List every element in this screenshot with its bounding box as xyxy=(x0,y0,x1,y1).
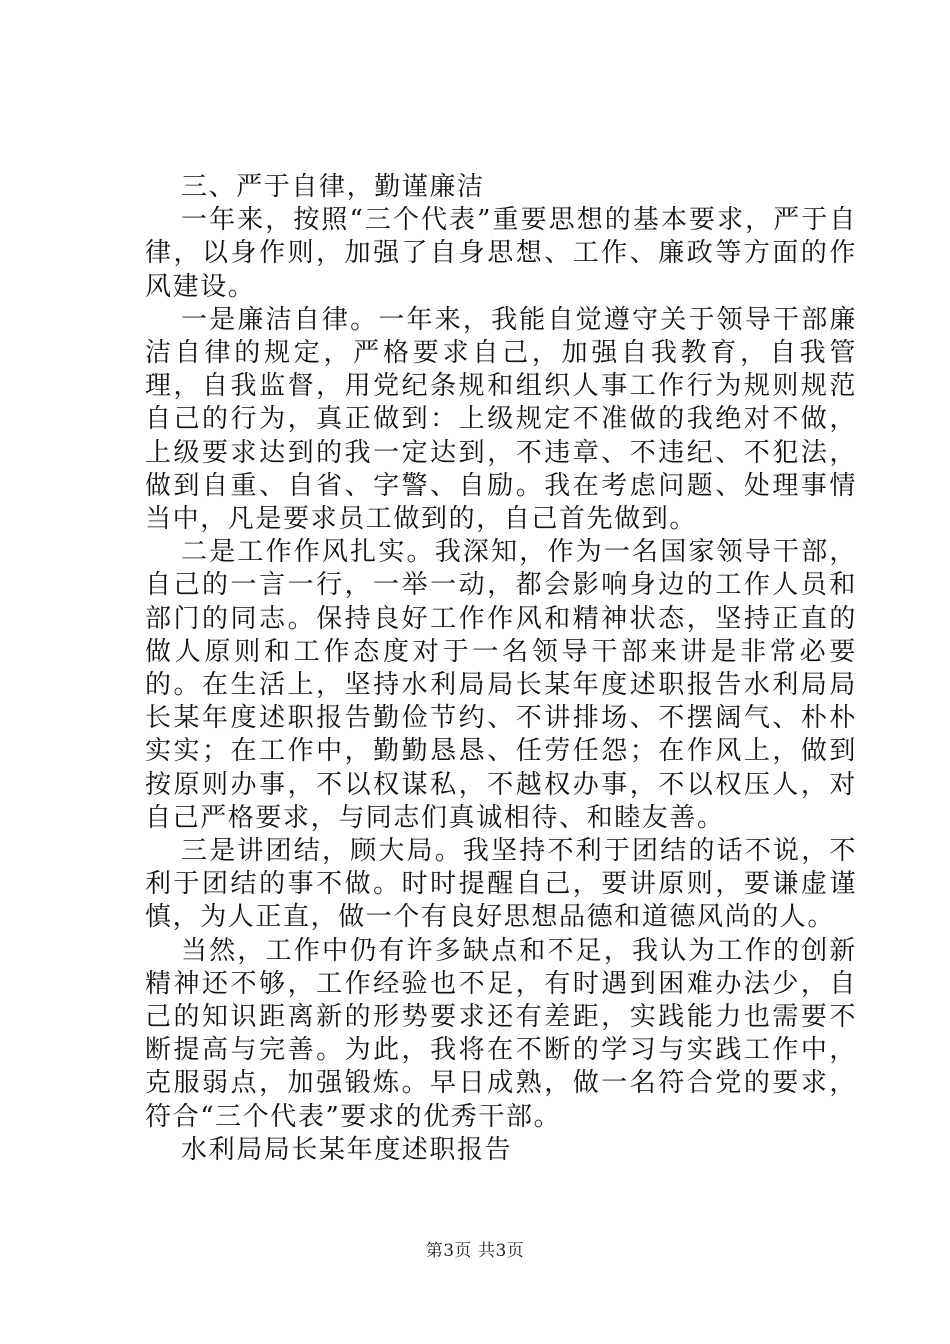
paragraph-integrity: 一是廉洁自律。一年来，我能自觉遵守关于领导干部廉洁自律的规定，严格要求自己，加强自我教育，自我管理，自我监督，用党纪条规和组织人事工作行为规则规范自己的行为，真正做到：上级规定不准做的我绝对不做，上级要求达到的我一定达到，不违章、不违纪、不犯法，做到自重、自省、字警、自励。我在考虑问题、处理事情当中，凡是要求员工做到的，自己首先做到。 xyxy=(145,304,857,535)
paragraph-closing-title: 水利局局长某年度述职报告 xyxy=(181,1134,513,1165)
paragraph-unity: 三是讲团结，顾大局。我坚持不利于团结的话不说，不利于团结的事不做。时时提醒自己，要讲原则，要谦虚谨慎，为人正直，做一个有良好思想品德和道德风尚的人。 xyxy=(145,836,857,933)
page-number-footer: 第3页 共3页 xyxy=(425,1241,525,1261)
paragraph-shortcomings: 当然，工作中仍有许多缺点和不足，我认为工作的创新精神还不够，工作经验也不足，有时遇到困难办法少，自己的知识距离新的形势要求还有差距，实践能力也需要不断提高与完善。为此，我将在不断的学习与实践工作中，克服弱点，加强锻炼。早日成熟，做一名符合党的要求，符合“三个代表”要求的优秀干部。 xyxy=(145,935,857,1132)
section-heading: 三、严于自律，勤谨廉洁 xyxy=(181,172,485,202)
paragraph-work-style: 二是工作作风扎实。我深知，作为一名国家领导干部，自己的一言一行，一举一动，都会影响身边的工作人员和部门的同志。保持良好工作作风和精神状态，坚持正直的做人原则和工作态度对于一名领导干部来讲是非常必要的。在生活上，坚持水利局局长某年度述职报告水利局局长某年度述职报告勤俭节约、不讲排场、不摆阔气、朴朴实实；在工作中，勤勤恳恳、任劳任怨；在作风上，做到按原则办事，不以权谋私，不越权办事，不以权压人，对自己严格要求，与同志们真诚相待、和睦友善。 xyxy=(145,537,857,833)
document-body xyxy=(145,171,857,1167)
paragraph-intro: 一年来，按照“三个代表”重要思想的基本要求，严于自律，以身作则，加强了自身思想、工作、廉政等方面的作风建设。 xyxy=(145,205,857,302)
